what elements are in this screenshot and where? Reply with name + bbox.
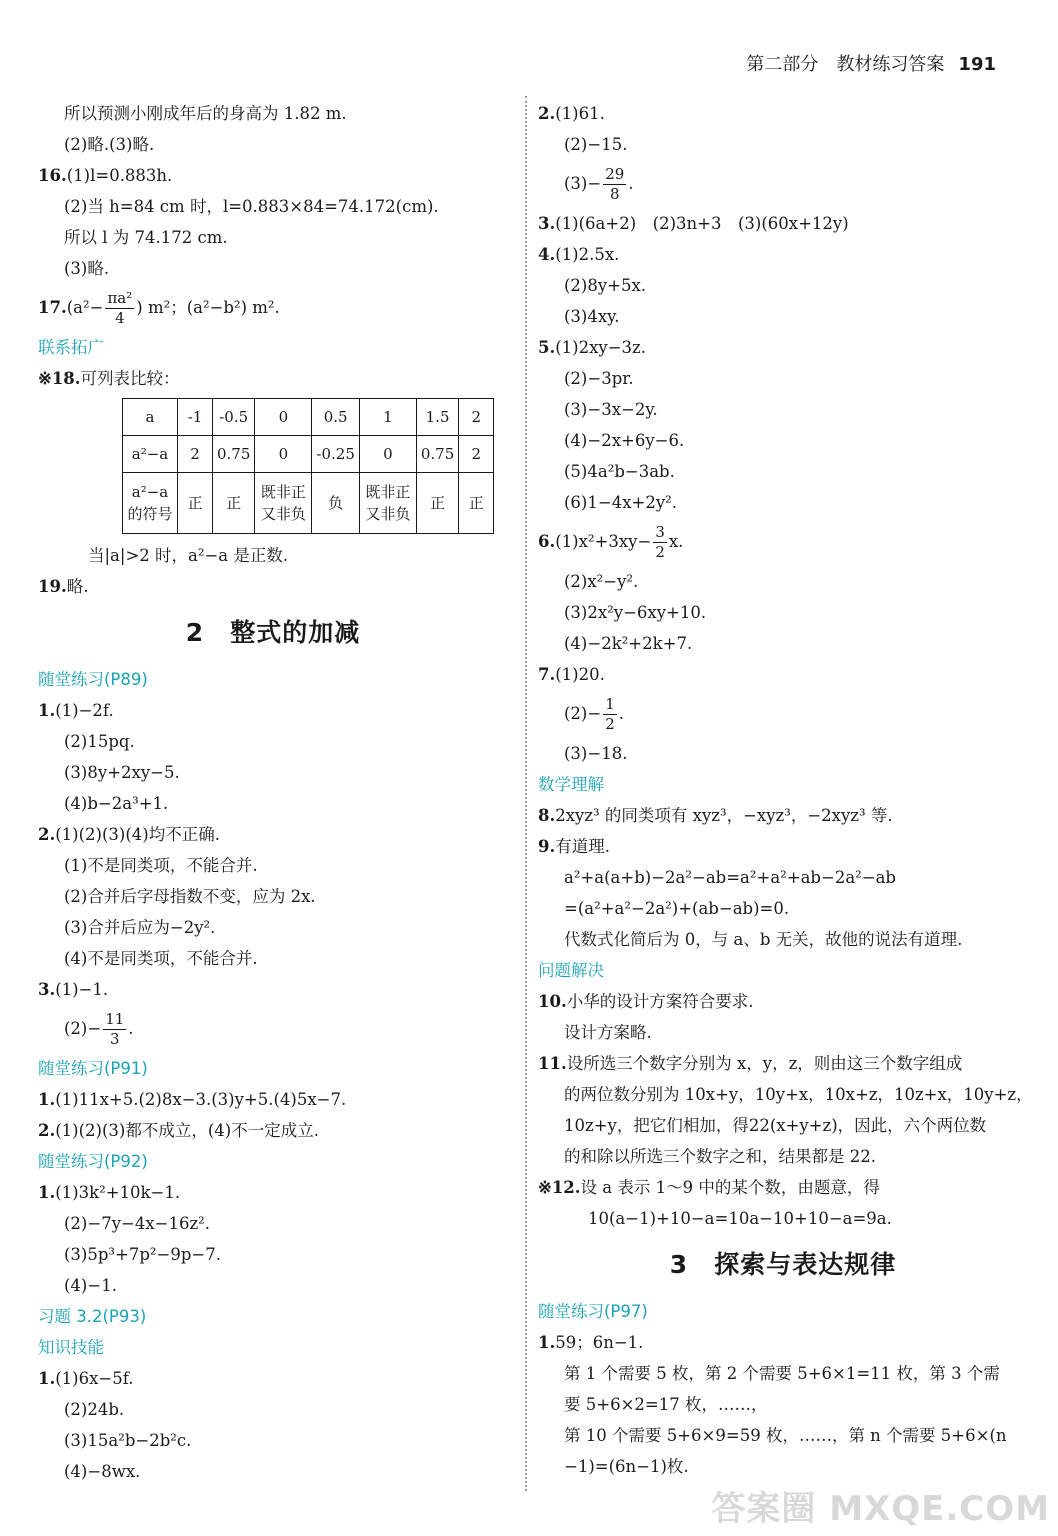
table-cell: 0.5	[312, 399, 359, 436]
answer-text: (1)(2)(3)都不成立，(4)不一定成立.	[55, 1121, 319, 1140]
answer-line: (2)− $\frac{11}{3}$ .	[64, 1010, 134, 1048]
question-number: ※18.	[38, 369, 81, 388]
section-heading: 知识技能	[38, 1338, 104, 1357]
left-column	[38, 98, 508, 1487]
fraction	[603, 165, 626, 204]
answer-1	[38, 1363, 508, 1394]
answer-text: 小华的设计方案符合要求.	[566, 992, 754, 1011]
answer-text: (1)−2f.	[55, 701, 114, 720]
answer-16	[38, 160, 508, 191]
table-cell: 0.75	[213, 436, 255, 473]
answer-9	[538, 831, 1028, 862]
question-number: 7.	[538, 665, 556, 684]
answer-3	[538, 208, 1028, 239]
table-cell: 0.75	[416, 436, 458, 473]
answer-line: (4)−2x+6y−6.	[564, 431, 685, 450]
section-heading: 随堂练习(P89)	[38, 670, 148, 689]
denominator: 3	[109, 1030, 120, 1048]
fraction	[603, 695, 617, 734]
answer-text: 有道理.	[555, 837, 610, 856]
denominator: 2	[605, 715, 615, 733]
table-cell: 正	[416, 473, 458, 534]
table-cell: a²−a 的符号	[123, 473, 178, 534]
answer-line: (4)−8wx.	[64, 1462, 141, 1481]
question-number: 1.	[38, 1183, 56, 1202]
table-cell: a	[123, 399, 178, 436]
answer-text: (1)61.	[555, 104, 605, 123]
answer-line: (2)−7y−4x−16z².	[64, 1214, 211, 1233]
answer-text: (1)2xy−3z.	[555, 338, 646, 357]
answer-line: (1)不是同类项，不能合并.	[64, 856, 258, 875]
answer-text: 可列表比较：	[80, 369, 180, 388]
answer-11	[538, 1048, 1028, 1079]
question-number: 1.	[38, 1369, 56, 1388]
question-number: 19.	[38, 577, 67, 596]
answer-7	[538, 659, 1028, 690]
answer-8	[538, 800, 1028, 831]
answer-text: (1)3k²+10k−1.	[55, 1183, 181, 1202]
table-cell: -0.25	[312, 436, 359, 473]
column-divider	[525, 96, 527, 1491]
answer-line: 代数式化简后为 0，与 a、b 无关，故他的说法有道理.	[564, 930, 963, 949]
answer-line: 的和除以所选三个数字之和，结果都是 22.	[564, 1147, 876, 1166]
table-cell: 既非正 又非负	[359, 473, 416, 534]
answer-line: (2)−3pr.	[564, 369, 634, 388]
answer-line: (4)−1.	[64, 1276, 117, 1295]
answer-text: (1)(6a+2) (2)3n+3 (3)(60x+12y)	[555, 214, 849, 233]
answer-line: =(a²+a²−2a²)+(ab−ab)=0.	[564, 899, 790, 918]
question-number: 5.	[538, 338, 556, 357]
denominator: 4	[115, 309, 125, 327]
answer-line: (2)合并后字母指数不变，应为 2x.	[64, 887, 316, 906]
answer-4	[538, 239, 1028, 270]
section-heading: 随堂练习(P97)	[538, 1302, 648, 1321]
table-row	[123, 399, 494, 436]
page-number: 191	[958, 54, 996, 75]
answer-line: (6)1−4x+2y².	[564, 493, 678, 512]
answer-6	[538, 518, 1028, 566]
table-cell: 正	[459, 473, 494, 534]
question-number: 9.	[538, 837, 556, 856]
answer-line: (5)4a²b−3ab.	[564, 462, 675, 481]
answer-line: a²+a(a+b)−2a²−ab=a²+a²+ab−2a²−ab	[564, 868, 896, 887]
numerator: 29	[605, 165, 625, 183]
answer-line: (2)24b.	[64, 1400, 125, 1419]
answer-text: (1)l=0.883h.	[66, 166, 173, 185]
table-cell: 正	[213, 473, 255, 534]
answer-line: (2)略.(3)略.	[64, 135, 155, 154]
answer-1	[38, 1084, 508, 1115]
table-cell: 0	[255, 399, 312, 436]
answer-line: (3)−18.	[564, 744, 628, 763]
answer-text: (a²−	[66, 298, 104, 317]
fraction	[103, 1010, 126, 1049]
answer-text: (2)−	[564, 704, 602, 723]
answer-text: (1)x²+3xy−	[555, 532, 652, 551]
answer-17	[38, 284, 508, 332]
answer-line: (2)− $\frac{1}{2}$ .	[564, 695, 624, 733]
question-number: 4.	[538, 245, 556, 264]
answer-19	[38, 571, 508, 602]
answer-text: ) m²；(a²−b²) m².	[136, 298, 280, 317]
answer-1	[538, 1327, 1028, 1358]
section-heading: 联系拓广	[38, 338, 104, 357]
answer-line: (3)8y+2xy−5.	[64, 763, 180, 782]
fraction	[105, 289, 134, 328]
question-number: 1.	[38, 1090, 56, 1109]
answer-12	[538, 1172, 1028, 1203]
answer-line: (2)当 h=84 cm 时，l=0.883×84=74.172(cm).	[64, 197, 439, 216]
table-cell: 正	[178, 473, 213, 534]
answer-text: (1)20.	[555, 665, 605, 684]
section-heading: 随堂练习(P91)	[38, 1059, 148, 1078]
comparison-table	[122, 398, 494, 534]
denominator: 2	[655, 543, 665, 561]
answer-18	[38, 363, 508, 394]
table-cell: 1	[359, 399, 416, 436]
answer-line: 的两位数分别为 10x+y，10y+x，10x+z，10z+x，10y+z，	[564, 1085, 1033, 1104]
section-heading: 随堂练习(P92)	[38, 1152, 148, 1171]
answer-line: (2)8y+5x.	[564, 276, 647, 295]
answer-text: 设所选三个数字分别为 x，y，z，则由这三个数字组成	[566, 1054, 963, 1073]
question-number: 10.	[538, 992, 567, 1011]
question-number: 2.	[538, 104, 556, 123]
answer-line: (3)2x²y−6xy+10.	[564, 603, 707, 622]
table-cell: -0.5	[213, 399, 255, 436]
answer-text: 59；6n−1.	[555, 1333, 644, 1352]
answer-line: 10z+y，把它们相加，得22(x+y+z)，因此，六个两位数	[564, 1116, 987, 1135]
answer-line: 第 1 个需要 5 枚，第 2 个需要 5+6×1=11 枚，第 3 个需	[564, 1364, 1000, 1383]
answer-text: (1)−1.	[55, 980, 109, 999]
table-cell: 2	[178, 436, 213, 473]
answer-text: 2xyz³ 的同类项有 xyz³，−xyz³，−2xyz³ 等.	[555, 806, 893, 825]
answer-line: 当|a|>2 时，a²−a 是正数.	[88, 546, 289, 565]
answer-text: (1)(2)(3)(4)均不正确.	[55, 825, 220, 844]
answer-line: (3)4xy.	[564, 307, 620, 326]
answer-line: 所以预测小刚成年后的身高为 1.82 m.	[64, 104, 347, 123]
answer-text: (1)2.5x.	[555, 245, 620, 264]
answer-text: 设 a 表示 1～9 中的某个数，由题意，得	[580, 1178, 880, 1197]
answer-line: (4)不是同类项，不能合并.	[64, 949, 258, 968]
table-cell: 2	[459, 399, 494, 436]
answer-1	[38, 1177, 508, 1208]
answer-line: (2)−15.	[564, 135, 628, 154]
answer-line: (3)−3x−2y.	[564, 400, 658, 419]
question-number: 3.	[38, 980, 56, 999]
section-heading: 数学理解	[538, 775, 604, 794]
table-row	[123, 436, 494, 473]
question-number: 1.	[38, 701, 56, 720]
chapter-heading: 2 整式的加减	[185, 618, 361, 647]
answer-text: 略.	[66, 577, 89, 596]
answer-text: (1)6x−5f.	[55, 1369, 134, 1388]
question-number: 11.	[538, 1054, 567, 1073]
table-cell: a²−a	[123, 436, 178, 473]
answer-line: (4)−2k²+2k+7.	[564, 634, 693, 653]
answer-line: (3)5p³+7p²−9p−7.	[64, 1245, 221, 1264]
numerator: 3	[655, 523, 665, 541]
question-number: 8.	[538, 806, 556, 825]
table-cell: 0	[359, 436, 416, 473]
answer-line: 设计方案略.	[564, 1023, 652, 1042]
answer-text: (3)−	[564, 174, 602, 193]
page-header	[746, 50, 996, 76]
question-number: 2.	[38, 1121, 56, 1140]
table-cell: -1	[178, 399, 213, 436]
answer-line: −1)=(6n−1)枚.	[564, 1457, 689, 1476]
question-number: 16.	[38, 166, 67, 185]
answer-10	[538, 986, 1028, 1017]
section-heading: 问题解决	[538, 961, 604, 980]
answer-2	[38, 1115, 508, 1146]
answer-line: (2)15pq.	[64, 732, 135, 751]
table-cell: 1.5	[416, 399, 458, 436]
answer-line: (4)b−2a³+1.	[64, 794, 169, 813]
answer-2	[538, 98, 1028, 129]
answer-5	[538, 332, 1028, 363]
answer-text: x.	[668, 532, 684, 551]
answer-2	[38, 819, 508, 850]
answer-text: (2)−	[64, 1019, 102, 1038]
question-number: 3.	[538, 214, 556, 233]
denominator: 8	[609, 185, 620, 203]
table-cell: 0	[255, 436, 312, 473]
question-number: 17.	[38, 298, 67, 317]
answer-line: 10(a−1)+10−a=10a−10+10−a=9a.	[588, 1209, 892, 1228]
numerator: 11	[105, 1010, 125, 1028]
table-row	[123, 473, 494, 534]
fraction	[653, 523, 667, 562]
question-number: 6.	[538, 532, 556, 551]
table-cell: 2	[459, 436, 494, 473]
answer-text: (1)11x+5.(2)8x−3.(3)y+5.(4)5x−7.	[55, 1090, 347, 1109]
question-number: ※12.	[538, 1178, 581, 1197]
header-title: 第二部分 教材练习答案	[746, 54, 945, 75]
answer-3	[38, 974, 508, 1005]
answer-line: 第 10 个需要 5+6×9=59 枚，……，第 n 个需要 5+6×(n	[564, 1426, 1007, 1445]
table-cell: 既非正 又非负	[255, 473, 312, 534]
watermark: 答案圈 MXQE.COM	[711, 1489, 1050, 1529]
section-heading: 习题 3.2(P93)	[38, 1307, 147, 1326]
answer-line: (3)合并后应为−2y².	[64, 918, 216, 937]
answer-1	[38, 695, 508, 726]
numerator: 1	[605, 695, 615, 713]
answer-line: 所以 l 为 74.172 cm.	[64, 228, 228, 247]
answer-line: (2)x²−y².	[564, 572, 639, 591]
question-number: 1.	[538, 1333, 556, 1352]
answer-line: (3)略.	[64, 259, 110, 278]
question-number: 2.	[38, 825, 56, 844]
chapter-heading: 3 探索与表达规律	[669, 1250, 897, 1279]
right-column	[538, 98, 1033, 1482]
answer-line: 要 5+6×2=17 枚，……，	[564, 1395, 768, 1414]
answer-line: (3)− $\frac{29}{8}$ .	[564, 165, 634, 203]
numerator: πa²	[107, 289, 133, 307]
answer-line: (3)15a²b−2b²c.	[64, 1431, 192, 1450]
table-cell: 负	[312, 473, 359, 534]
